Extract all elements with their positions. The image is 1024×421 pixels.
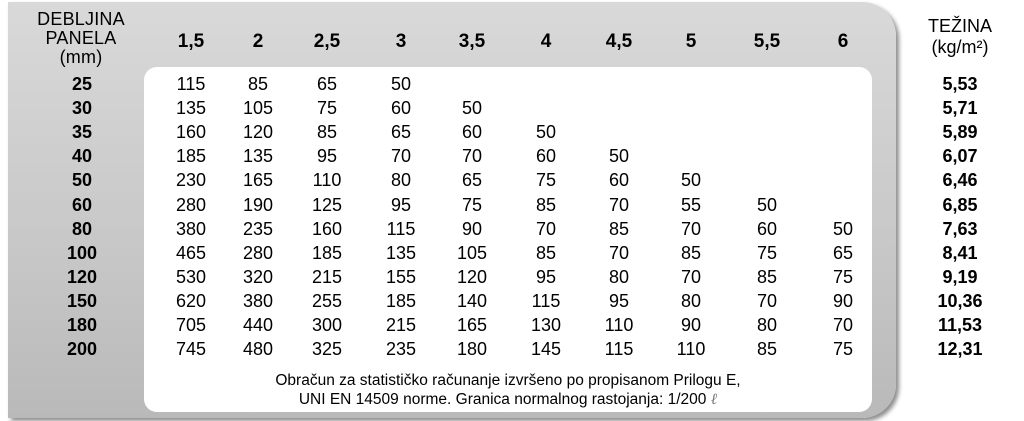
table-cell: 85 xyxy=(608,218,630,239)
table-cell: 85 xyxy=(756,339,778,360)
table-cell: 215 xyxy=(385,315,417,335)
table-cell: 50 xyxy=(461,98,483,119)
table-cell: 95 xyxy=(535,266,557,287)
table-cell: 620 xyxy=(175,290,207,311)
column-header: 1,5 xyxy=(177,31,205,52)
table-cell: 325 xyxy=(311,339,343,360)
table-cell: 95 xyxy=(316,146,338,167)
row-weight: 6,85 xyxy=(942,194,978,215)
table-cell: 140 xyxy=(456,290,488,311)
table-cell: 300 xyxy=(311,315,343,335)
table-cell: 280 xyxy=(175,194,207,215)
row-thickness: 60 xyxy=(71,194,93,215)
table-cell: 50 xyxy=(608,146,630,167)
row-thickness: 180 xyxy=(66,315,98,335)
thickness-header-line1: DEBLJINA xyxy=(37,9,125,29)
column-header: 4,5 xyxy=(605,31,633,52)
table-cell: 215 xyxy=(311,266,343,287)
row-weight: 9,19 xyxy=(942,266,978,287)
table-cell: 160 xyxy=(175,122,207,143)
weight-header-line2: (kg/m²) xyxy=(931,37,989,57)
row-thickness: 100 xyxy=(66,242,98,263)
table-cell: 75 xyxy=(316,98,338,119)
table-cell: 105 xyxy=(456,242,488,263)
table-cell: 50 xyxy=(535,122,557,143)
thickness-header-line3: (mm) xyxy=(59,47,103,67)
row-thickness: 40 xyxy=(71,146,93,167)
row-weight: 11,53 xyxy=(937,315,983,335)
table-cell: 115 xyxy=(386,218,416,239)
table-cell: 120 xyxy=(456,266,488,287)
table-cell: 320 xyxy=(242,266,274,287)
table-cell: 185 xyxy=(175,146,207,167)
weight-header-line1: TEŽINA xyxy=(927,16,992,36)
row-weight: 5,89 xyxy=(942,122,978,143)
column-header: 3 xyxy=(395,31,407,52)
table-cell: 230 xyxy=(175,170,207,191)
table-cell: 480 xyxy=(242,339,274,360)
row-thickness: 120 xyxy=(66,266,98,287)
table-cell: 465 xyxy=(175,242,207,263)
table-cell: 80 xyxy=(608,266,630,287)
row-thickness: 200 xyxy=(66,339,98,360)
table-cell: 60 xyxy=(608,170,630,191)
table-cell: 85 xyxy=(247,74,269,94)
table-cell: 120 xyxy=(242,122,274,143)
table-cell: 70 xyxy=(756,290,778,311)
row-weight: 6,46 xyxy=(942,170,978,191)
table-cell: 85 xyxy=(316,122,338,143)
table-cell: 745 xyxy=(175,339,207,360)
table-cell: 70 xyxy=(680,218,702,239)
row-thickness: 35 xyxy=(71,122,93,143)
row-weight: 12,31 xyxy=(937,339,983,360)
table-cell: 65 xyxy=(390,122,412,143)
table-cell: 70 xyxy=(832,315,854,335)
table-cell: 85 xyxy=(535,242,557,263)
table-cell: 155 xyxy=(385,266,417,287)
table-cell: 65 xyxy=(461,170,483,191)
table-cell: 60 xyxy=(535,146,557,167)
table-cell: 135 xyxy=(242,146,274,167)
table-cell: 90 xyxy=(680,315,702,335)
table-cell: 70 xyxy=(608,242,630,263)
row-thickness: 150 xyxy=(66,290,98,311)
table-cell: 55 xyxy=(680,194,702,215)
table-cell: 530 xyxy=(175,266,207,287)
table-cell: 90 xyxy=(461,218,483,239)
table-cell: 50 xyxy=(832,218,854,239)
column-header: 2 xyxy=(252,31,264,52)
table-cell: 60 xyxy=(756,218,778,239)
table-cell: 440 xyxy=(242,315,274,335)
table-cell: 110 xyxy=(604,315,634,335)
thickness-header xyxy=(18,10,144,67)
table-cell: 50 xyxy=(756,194,778,215)
column-header: 6 xyxy=(837,31,849,52)
table-cell: 95 xyxy=(608,290,630,311)
table-cell: 280 xyxy=(242,242,274,263)
table-cell: 80 xyxy=(680,290,702,311)
column-header: 4 xyxy=(540,31,552,52)
column-header: 5 xyxy=(685,31,697,52)
row-thickness: 80 xyxy=(71,218,93,239)
row-weight: 5,71 xyxy=(942,98,978,119)
table-cell: 70 xyxy=(461,146,483,167)
footnote-line2-text: UNI EN 14509 norme. Granica normalnog rastojanja: 1/200 xyxy=(298,391,711,408)
table-cell: 165 xyxy=(242,170,274,191)
row-thickness: 50 xyxy=(71,170,93,191)
table-cell: 70 xyxy=(390,146,412,167)
table-cell: 145 xyxy=(530,339,562,360)
row-weight: 5,53 xyxy=(942,74,978,94)
table-cell: 235 xyxy=(242,218,274,239)
table-cell: 190 xyxy=(242,194,274,215)
column-header: 5,5 xyxy=(753,31,781,52)
table-cell: 255 xyxy=(311,290,343,311)
table-cell: 75 xyxy=(832,339,854,360)
table-cell: 70 xyxy=(608,194,630,215)
table-cell: 380 xyxy=(175,218,207,239)
thickness-header-line2: PANELA xyxy=(45,28,117,48)
weight-header xyxy=(904,16,1016,58)
table-cell: 75 xyxy=(535,170,557,191)
column-header: 3,5 xyxy=(458,31,486,52)
table-cell: 235 xyxy=(385,339,417,360)
table-cell: 165 xyxy=(456,315,488,335)
table-cell: 380 xyxy=(242,290,274,311)
row-weight: 6,07 xyxy=(942,146,978,167)
table-cell: 115 xyxy=(176,74,206,94)
table-cell: 110 xyxy=(312,170,342,191)
table-cell: 85 xyxy=(680,242,702,263)
table-cell: 180 xyxy=(456,339,488,360)
table-cell: 75 xyxy=(832,266,854,287)
table-cell: 50 xyxy=(680,170,702,191)
table-cell: 110 xyxy=(676,339,706,360)
table-cell: 70 xyxy=(680,266,702,287)
table-cell: 160 xyxy=(311,218,343,239)
table-cell: 135 xyxy=(175,98,207,119)
table-cell: 135 xyxy=(385,242,417,263)
row-weight: 7,63 xyxy=(942,218,978,239)
table-cell: 185 xyxy=(385,290,417,311)
table-cell: 75 xyxy=(461,194,483,215)
row-thickness: 25 xyxy=(71,74,93,94)
footnote-line1: Obračun za statističko računanje izvršeno po propisanom Prilogu E, xyxy=(275,372,741,389)
table-cell: 80 xyxy=(390,170,412,191)
table-cell: 90 xyxy=(832,290,854,311)
table-cell: 185 xyxy=(311,242,343,263)
table-cell: 115 xyxy=(531,290,561,311)
table-cell: 705 xyxy=(175,315,207,335)
table-cell: 125 xyxy=(311,194,343,215)
table-cell: 95 xyxy=(390,194,412,215)
table-cell: 50 xyxy=(390,74,412,94)
row-weight: 8,41 xyxy=(942,242,978,263)
row-thickness: 30 xyxy=(71,98,93,119)
table-cell: 85 xyxy=(756,266,778,287)
table-cell: 85 xyxy=(535,194,557,215)
table-cell: 70 xyxy=(535,218,557,239)
table-cell: 75 xyxy=(756,242,778,263)
table-cell: 60 xyxy=(461,122,483,143)
footnote xyxy=(144,371,872,409)
table-cell: 130 xyxy=(530,315,562,335)
length-symbol: ℓ xyxy=(710,390,718,408)
column-header: 2,5 xyxy=(313,31,341,52)
table-cell: 80 xyxy=(756,315,778,335)
table-cell: 105 xyxy=(242,98,274,119)
table-cell: 65 xyxy=(316,74,338,94)
table-cell: 115 xyxy=(604,339,634,360)
row-weight: 10,36 xyxy=(937,290,983,311)
table-cell: 65 xyxy=(832,242,854,263)
footnote-line2 xyxy=(144,390,872,409)
table-cell: 60 xyxy=(390,98,412,119)
